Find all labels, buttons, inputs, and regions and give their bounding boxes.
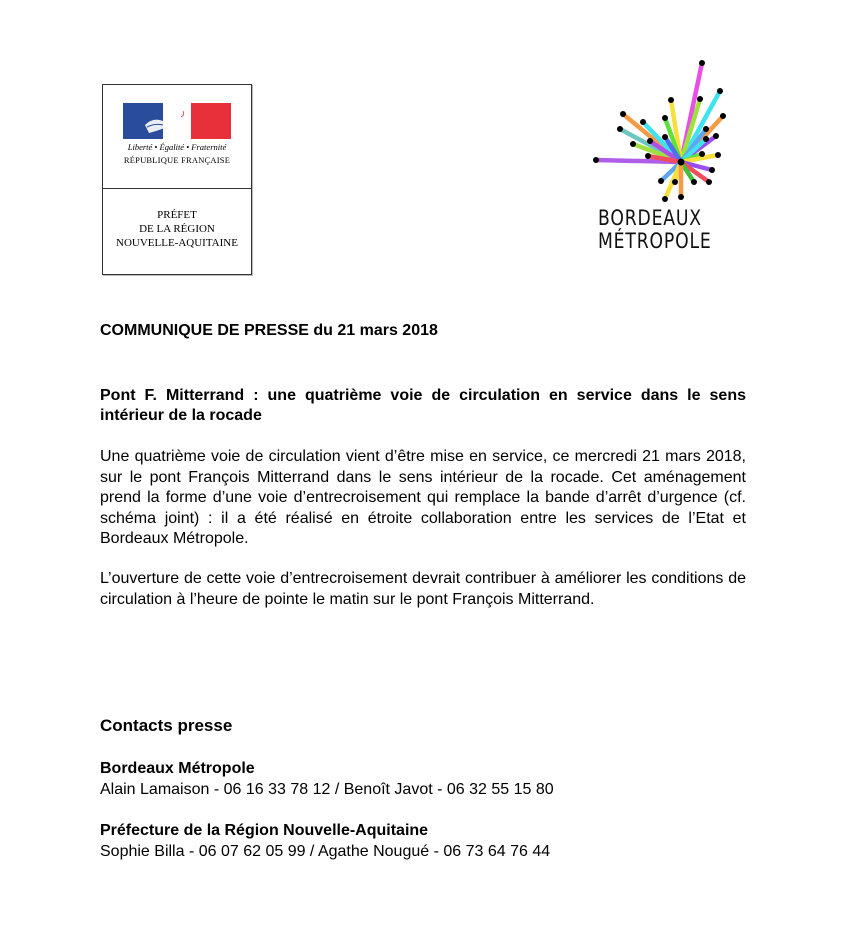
marianne-flag-icon	[123, 103, 231, 139]
contact-people: Alain Lamaison - 06 16 33 78 12 / Benoît Javot - 06 32 55 15 80	[100, 781, 554, 798]
republique-francaise-block	[103, 85, 251, 189]
motto: Liberté • Égalité • Fraternité	[127, 142, 227, 152]
bordeaux-metropole-logo-line: BORDEAUX	[598, 206, 702, 230]
prefet-line: PRÉFET	[157, 209, 197, 221]
contact-org: Bordeaux Métropole	[100, 760, 255, 777]
contact-org: Préfecture de la Région Nouvelle-Aquitaine	[100, 822, 429, 839]
headline: Pont F. Mitterrand : une quatrième voie de circulation en service dans le sens intérieur de la rocade	[100, 387, 746, 424]
body-paragraph: L’ouverture de cette voie d’entrecroisement devrait contribuer à améliorer les conditions de circulation à l’heure de pointe le matin sur le pont François Mitterrand.	[100, 570, 746, 608]
body-paragraph: Une quatrième voie de circulation vient d’être mise en service, ce mercredi 21 mars 2018, sur le pont François Mitterrand dans le sens intérieur de la rocade. Cet aménagement prend la forme d’une voie d’entrecroisement qui remplace la bande d’arrêt d’urgence (cf. schéma joint) : il a été réalisé en étroite collaboration entre les services de l’Etat et Bordeaux Métropole.	[100, 448, 746, 547]
contacts-title: Contacts presse	[100, 716, 233, 735]
bordeaux-metropole-starburst-icon	[590, 55, 730, 205]
republique-francaise-label: RÉPUBLIQUE FRANÇAISE	[123, 155, 231, 165]
prefet-line: NOUVELLE-AQUITAINE	[116, 237, 238, 249]
bordeaux-metropole-logo-line: MÉTROPOLE	[598, 229, 712, 253]
prefet-block	[103, 189, 251, 274]
contact-people: Sophie Billa - 06 07 62 05 99 / Agathe Nougué - 06 73 64 76 44	[100, 843, 551, 860]
prefecture-logo	[102, 84, 252, 275]
prefet-line: DE LA RÉGION	[139, 223, 215, 235]
communique-title: COMMUNIQUE DE PRESSE du 21 mars 2018	[100, 322, 438, 339]
